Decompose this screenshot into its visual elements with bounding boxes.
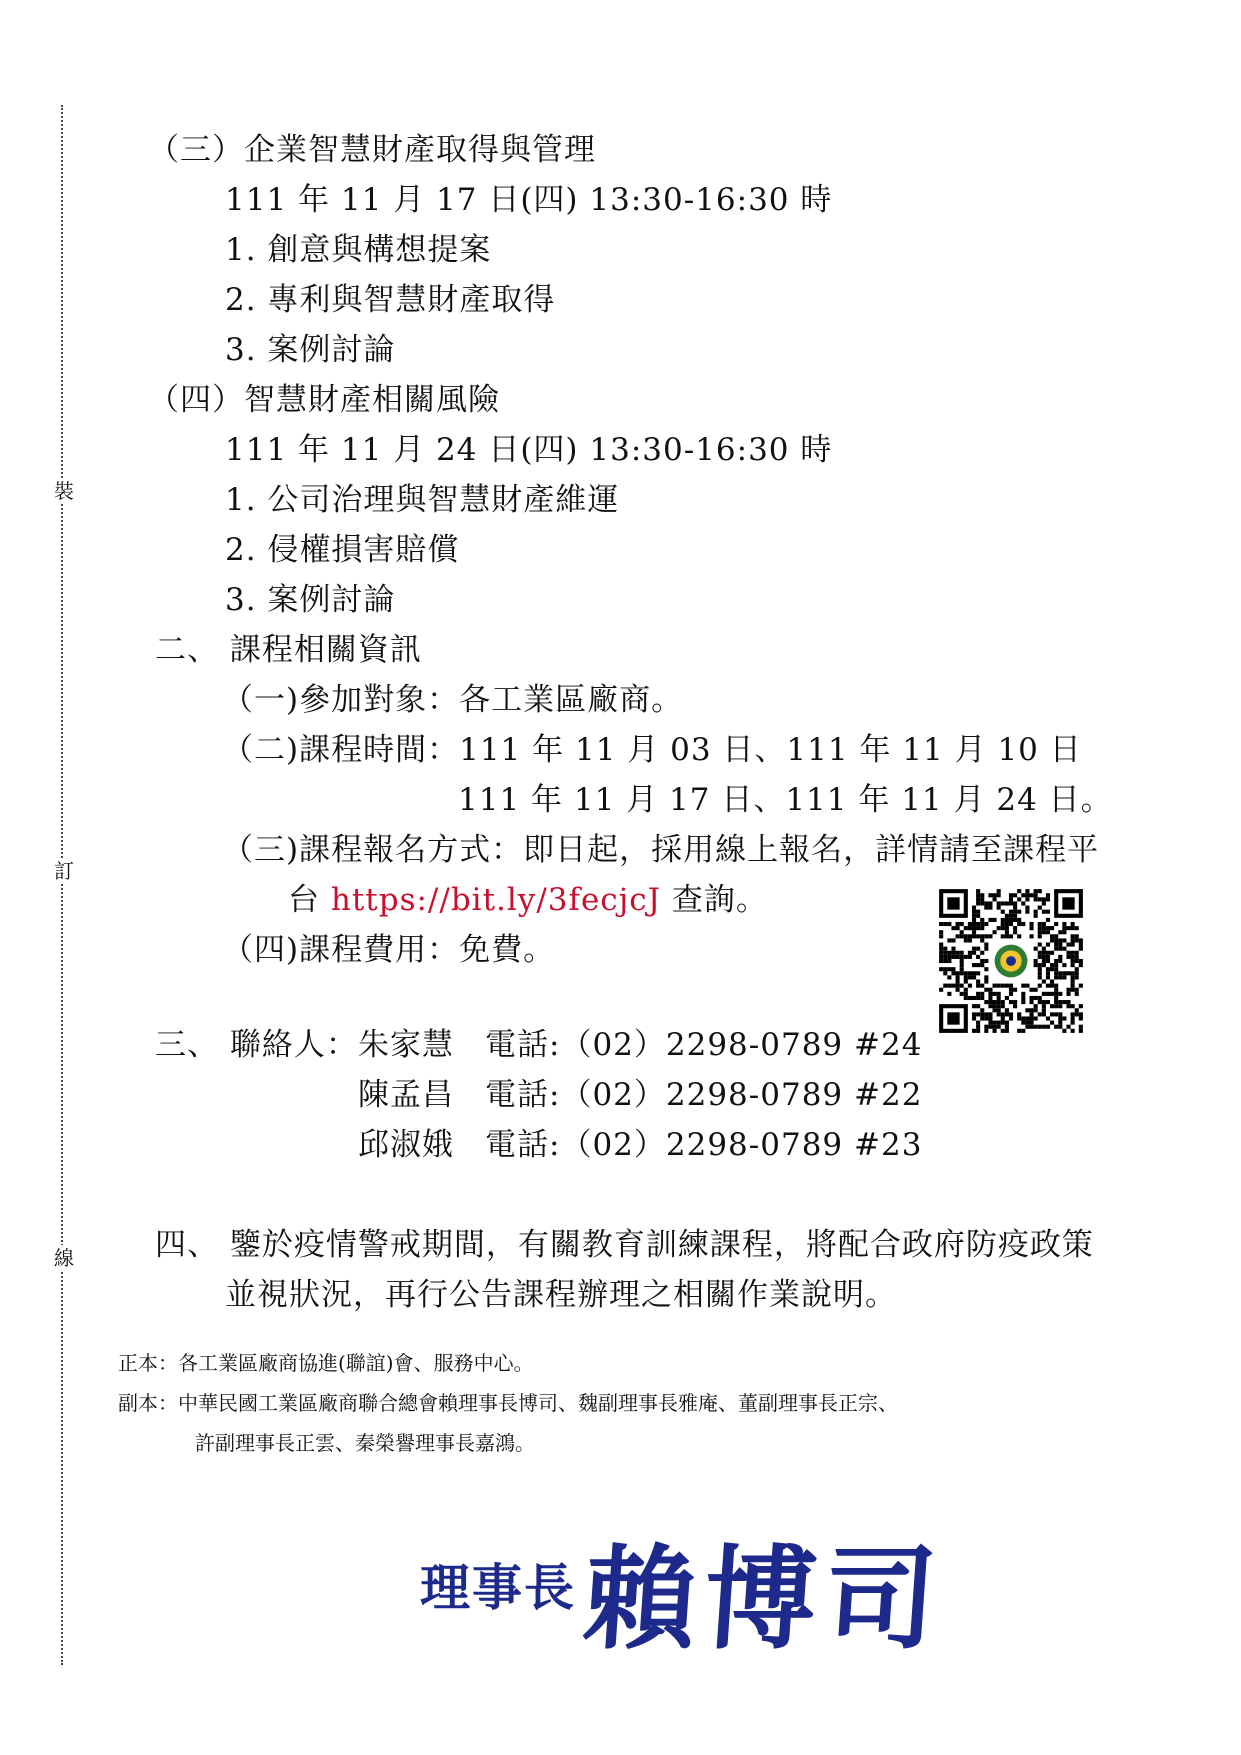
contact-1-phone: 電話:（02）2298-0789 #24	[485, 1027, 923, 1063]
signup-suffix: 查詢。	[661, 882, 768, 918]
course-time-line1: （二)課程時間：111 年 11 月 03 日、111 年 11 月 10 日	[222, 732, 1082, 768]
course-signup-line1: （三)課程報名方式：即日起，採用線上報名，詳情請至課程平	[222, 832, 1100, 868]
contact-3-phone: 電話:（02）2298-0789 #23	[485, 1127, 923, 1163]
course-fee: （四)課程費用：免費。	[222, 932, 556, 968]
contacts-heading: 三、 聯絡人：	[155, 1027, 358, 1063]
course-signup-line2	[288, 880, 768, 920]
course-target: （一)參加對象：各工業區廠商。	[222, 682, 684, 718]
distribution-copy-line1: 副本：中華民國工業區廠商聯合總會賴理事長博司、魏副理事長雅庵、董副理事長正宗、	[118, 1391, 898, 1415]
qr-center-logo-icon	[993, 943, 1030, 980]
signup-prefix: 台	[288, 882, 331, 918]
section4-item-2: 2. 侵權損害賠償	[225, 532, 460, 568]
binding-mark-zhuang: 裝	[54, 479, 74, 503]
section3-item-3: 3. 案例討論	[225, 332, 396, 368]
notice-line2: 並視狀況，再行公告課程辦理之相關作業說明。	[225, 1277, 897, 1313]
distribution-copy-line2: 許副理事長正雲、秦榮譽理事長嘉鴻。	[195, 1431, 535, 1455]
section3-date: 111 年 11 月 17 日(四) 13:30-16:30 時	[225, 182, 833, 218]
course-info-heading: 二、 課程相關資訊	[155, 632, 422, 668]
section4-item-3: 3. 案例討論	[225, 582, 396, 618]
qr-code[interactable]	[935, 885, 1087, 1037]
qr-finder-top-right	[1054, 889, 1083, 918]
contact-2-phone: 電話:（02）2298-0789 #22	[485, 1077, 923, 1113]
section3-heading: （三）企業智慧財產取得與管理	[148, 132, 596, 168]
signature-name: 賴博司	[579, 1534, 949, 1665]
binding-mark-ding: 訂	[54, 859, 74, 883]
signature-title: 理事長	[420, 1558, 576, 1617]
contact-1-name: 朱家慧	[358, 1027, 454, 1063]
section3-item-2: 2. 專利與智慧財產取得	[225, 282, 556, 318]
section4-heading: （四）智慧財產相關風險	[148, 382, 500, 418]
course-time-line2: 111 年 11 月 17 日、111 年 11 月 24 日。	[458, 782, 1113, 818]
section4-date: 111 年 11 月 24 日(四) 13:30-16:30 時	[225, 432, 833, 468]
signature-stamp	[420, 1510, 980, 1665]
section3-item-1: 1. 創意與構想提案	[225, 232, 492, 268]
distribution-original: 正本：各工業區廠商協進(聯誼)會、服務中心。	[118, 1351, 534, 1375]
signup-url-link[interactable]: https://bit.ly/3fecjcJ	[330, 882, 662, 918]
binding-mark-xian: 線	[54, 1246, 74, 1270]
contact-2-name: 陳孟昌	[358, 1077, 454, 1113]
section4-item-1: 1. 公司治理與智慧財產維運	[225, 482, 620, 518]
notice-line1: 四、 鑒於疫情警戒期間，有關教育訓練課程，將配合政府防疫政策	[155, 1227, 1094, 1263]
qr-finder-top-left	[939, 889, 968, 918]
qr-finder-bottom-left	[939, 1004, 968, 1033]
contact-3-name: 邱淑娥	[358, 1127, 454, 1163]
binding-line	[61, 105, 63, 1665]
